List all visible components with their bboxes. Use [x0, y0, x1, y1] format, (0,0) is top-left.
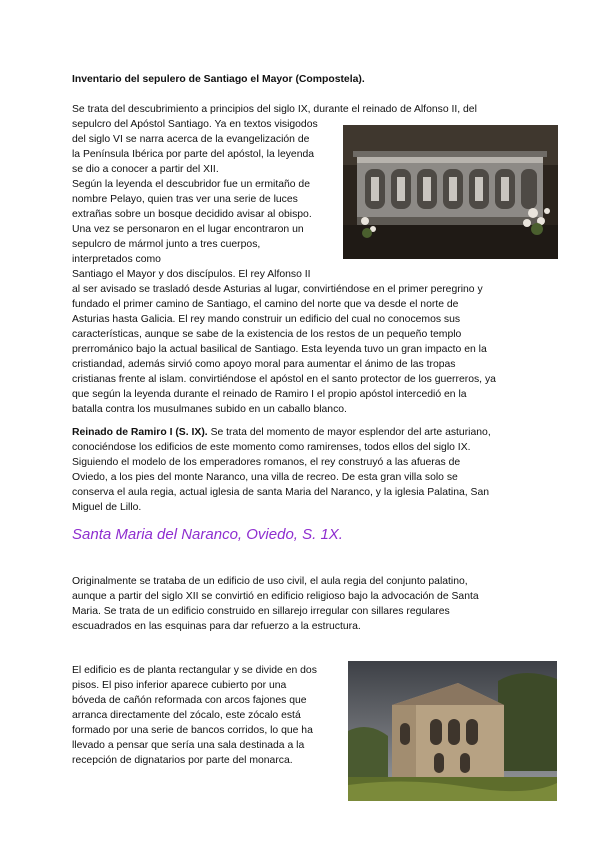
text-line: escuadrados en las esquinas para dar refuerzo a la estructura. — [72, 621, 361, 632]
text-line: Miguel de Lillo. — [72, 502, 142, 513]
text-line: formado por una serie de bancos corridos, lo que ha — [72, 725, 313, 736]
text-line: conserva el aula regia, actual iglesia de santa Maria del Naranco, y la iglesia Palatina, San — [72, 487, 490, 498]
text-line: Asturias hasta Galicia. El rey mando construir un edificio del cual no conocemos sus — [72, 314, 461, 325]
document-title: Inventario del sepulero de Santiago el Mayor (Compostela). — [72, 74, 365, 85]
text-line: Una vez se personaron en el lugar encontraron un — [72, 224, 304, 235]
text-line: Se trata del descubrimiento a principios del siglo IX, durante el reinado de Alfonso II, del — [72, 104, 477, 115]
text-line: conociéndose los edificios de este momento como ramirenses, todos ellos del siglo IX. — [72, 442, 471, 453]
text-line: pisos. El piso inferior aparece cubierto por una — [72, 680, 287, 691]
text-line — [72, 425, 491, 440]
text-line: prerrománico bajo la actual basilical de Santiago. Esta leyenda tuvo un gran impacto en la — [72, 344, 487, 355]
text-line: Maria. Se trata de un edificio construido en sillarejo irregular con sillares regulares — [72, 606, 450, 617]
text-line: que según la leyenda durante el reinado de Ramiro I el propio apóstol intercedió en la — [72, 389, 467, 400]
text-line: interpretados como — [72, 254, 161, 265]
text-line: llevado a pensar que sería una sala destinada a la — [72, 740, 305, 751]
church-photo — [348, 661, 557, 801]
text-line: Según la leyenda el descubridor fue un ermitaño de — [72, 179, 310, 190]
text-line: al ser avisado se trasladó desde Asturias al lugar, convirtiéndose en el primer peregrino y — [72, 284, 483, 295]
text-line: bóveda de cañón reformada con arcos fajones que — [72, 695, 307, 706]
text-line: se dio a conocer a partir del XII. — [72, 164, 219, 175]
text-line: fundado el primer camino de Santiago, el camino del norte que va desde el norte de — [72, 299, 459, 310]
text-line: arranca directamente del zócalo, este zócalo está — [72, 710, 301, 721]
text-line: cristianas frente al islam. convirtiéndose el apóstol en el santo protector de los guerreros, ya — [72, 374, 496, 385]
text-line: aunque a partir del siglo XII se convirtió en edificio religioso bajo la advocación de Santa — [72, 591, 479, 602]
text-line: sepulcro de mármol junto a tres cuerpos, — [72, 239, 261, 250]
text-line: El edificio es de planta rectangular y se divide en dos — [72, 665, 317, 676]
section-heading: Santa Maria del Naranco, Oviedo, S. 1X. — [72, 526, 343, 543]
text-line: Oviedo, a los pies del monte Naranco, una villa de recreo. De esta gran villa solo se — [72, 472, 458, 483]
text-line: la Península Ibérica por parte del apóstol, la leyenda — [72, 149, 315, 160]
text-line: características, aunque se sabe de la existencia de los restos de un pequeño templo — [72, 329, 462, 340]
text-line: batalla contra los musulmanes subido en un caballo blanco. — [72, 404, 347, 415]
tomb-photo — [343, 125, 558, 259]
text-fragment: Se trata del momento de mayor esplendor del arte asturiano, — [207, 427, 491, 438]
text-line: Santiago el Mayor y dos discípulos. El rey Alfonso II — [72, 269, 311, 280]
text-line: sepulcro del Apóstol Santiago. Ya en textos visigodos — [72, 119, 318, 130]
text-line: cristiandad, además sirvió como apoyo moral para aumentar el ánimo de las tropas — [72, 359, 456, 370]
section-label: Reinado de Ramiro I (S. IX). — [72, 427, 208, 438]
text-line: Originalmente se trataba de un edificio de uso civil, el aula regia del conjunto palatino, — [72, 576, 468, 587]
text-line: recepción de dignatarios por parte del monarca. — [72, 755, 293, 766]
text-line: extrañas sobre un bosque decidido avisar al obispo. — [72, 209, 312, 220]
text-line: del siglo VI se narra acerca de la evangelización de — [72, 134, 310, 145]
text-line: Siguiendo el modelo de los emperadores romanos, el rey construyó a las afueras de — [72, 457, 461, 468]
text-line: nombre Pelayo, quien tras ver una serie de luces — [72, 194, 298, 205]
